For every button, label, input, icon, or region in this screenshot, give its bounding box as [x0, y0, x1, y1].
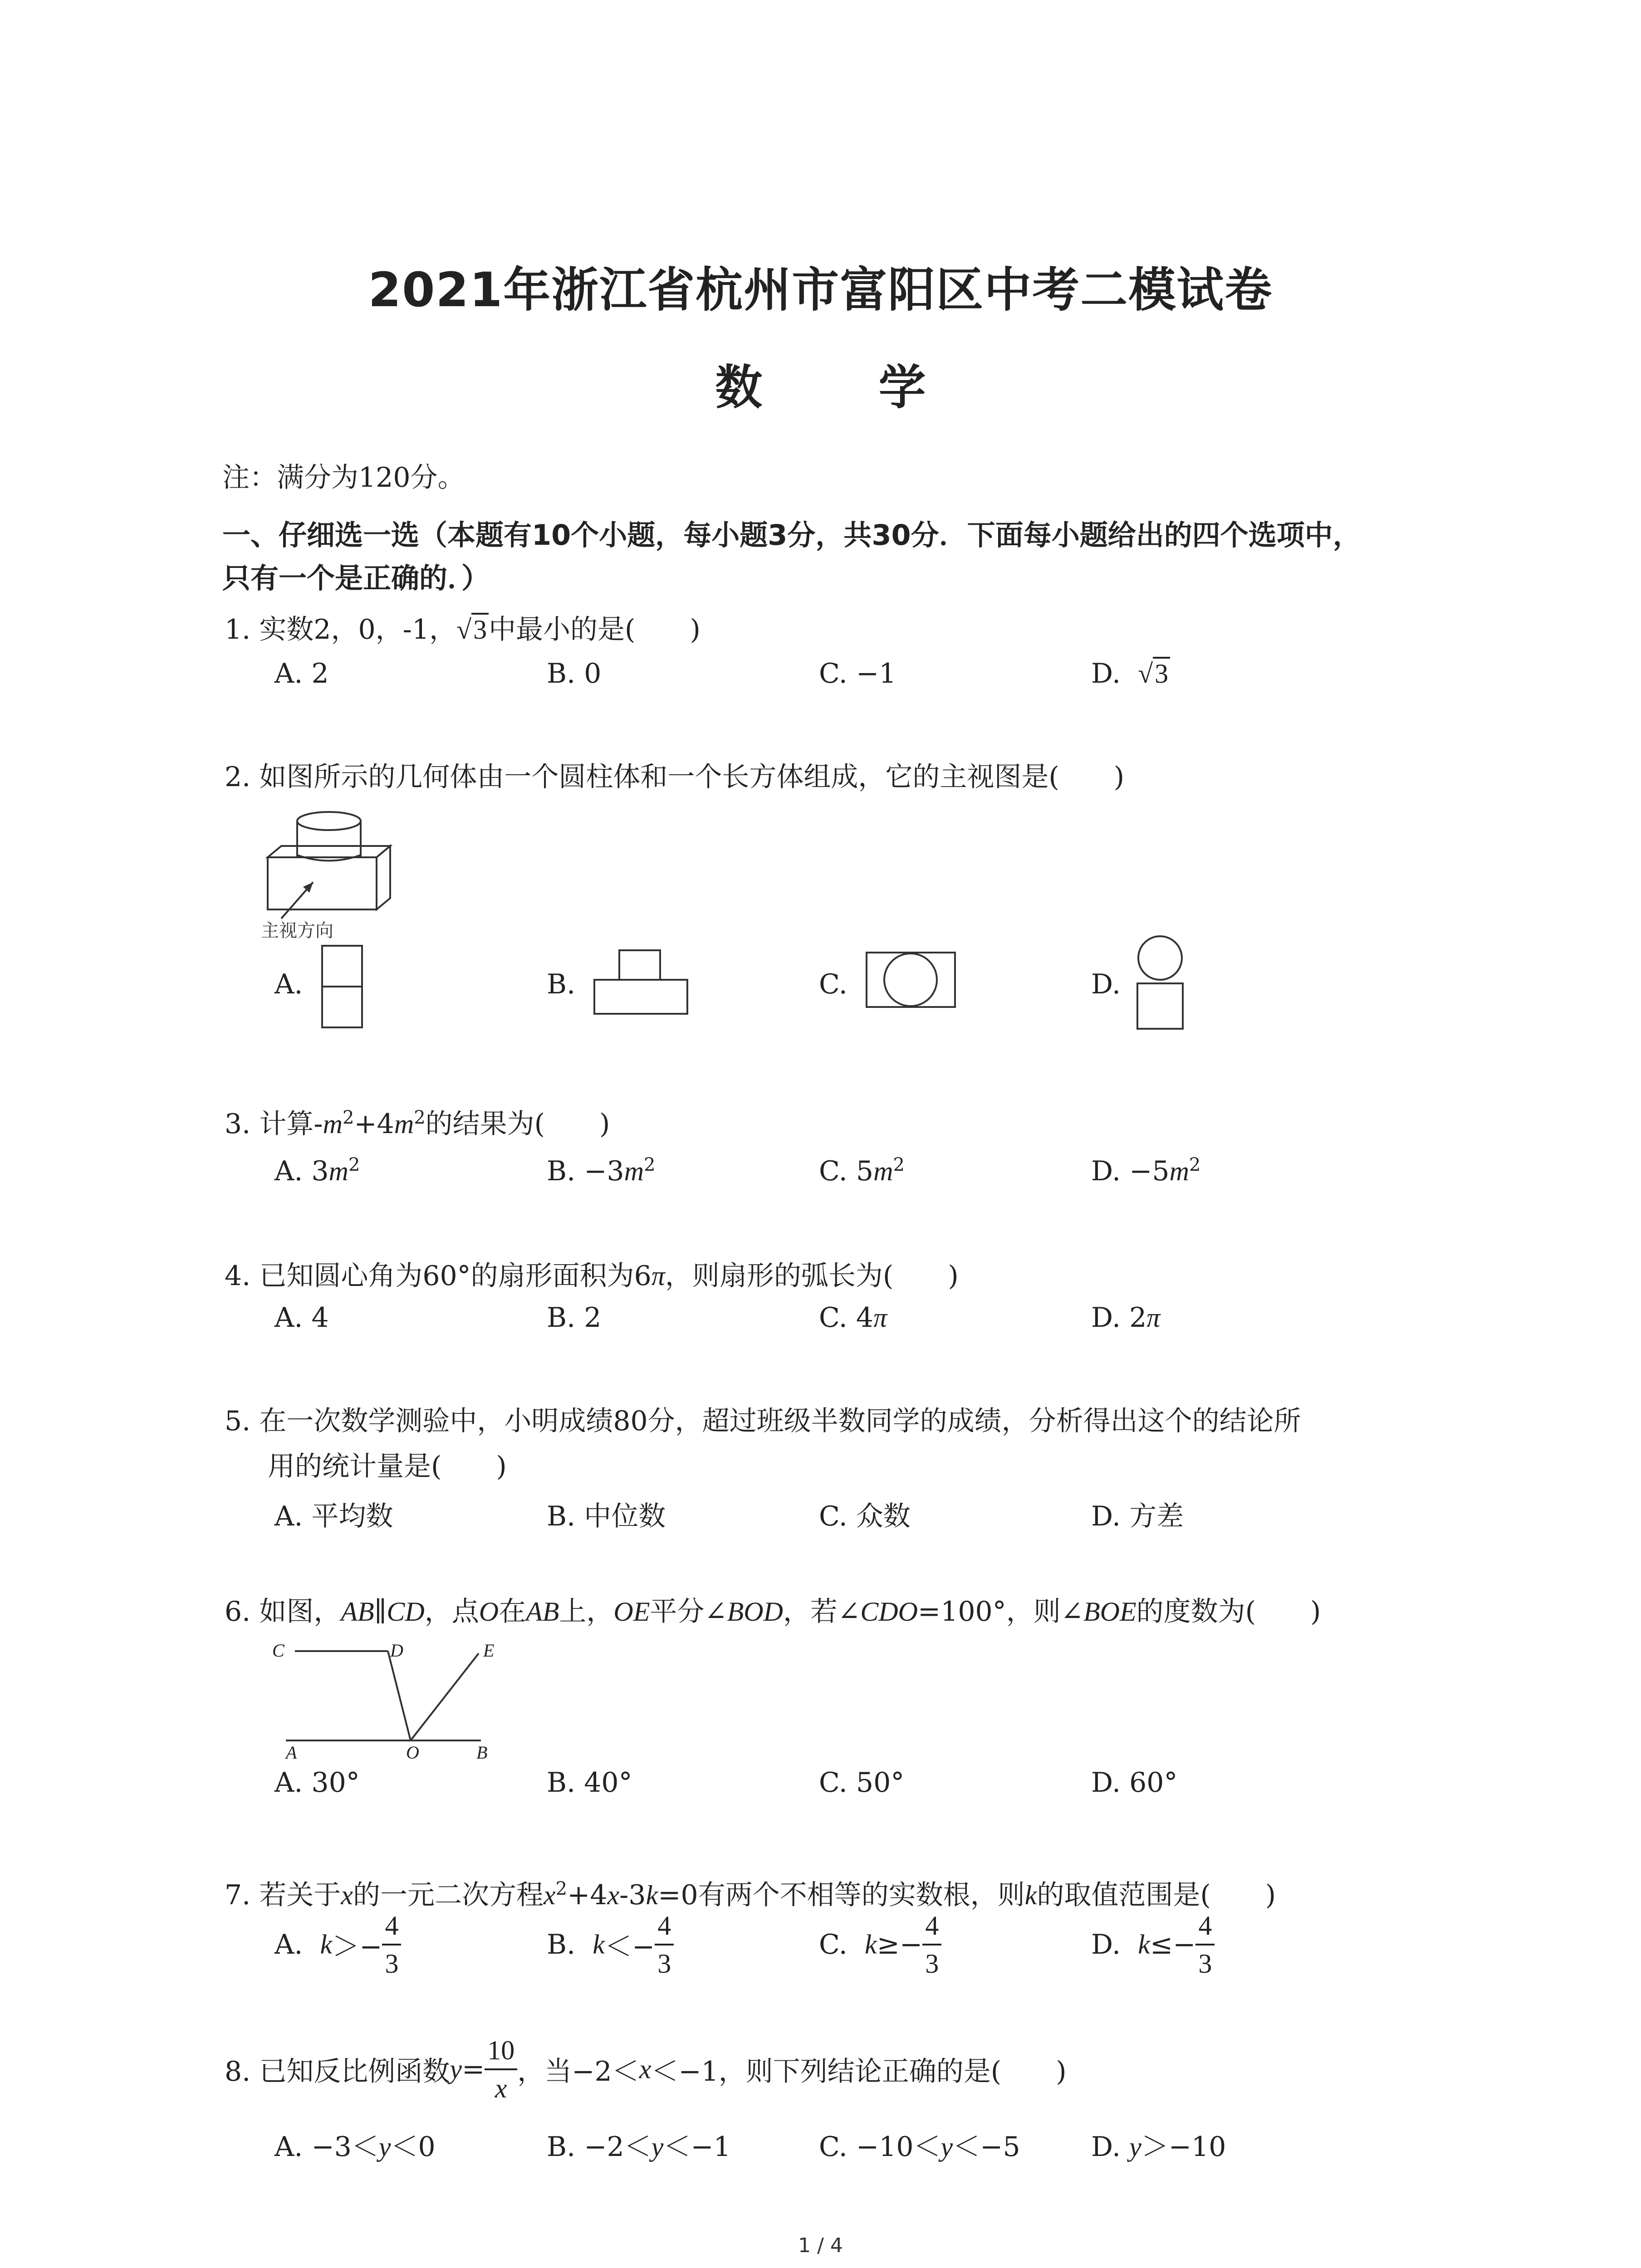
- q4-option-a: A. 4: [274, 1302, 329, 1334]
- exam-title: 2021年浙江省杭州市富阳区中考二模试卷: [368, 262, 1273, 318]
- q6-label-c: C: [272, 1640, 284, 1661]
- q6-option-d: D. 60°: [1091, 1767, 1178, 1799]
- score-note: 注：满分为120分。: [222, 462, 465, 494]
- q8-option-a: A. −3＜y＜0: [274, 2131, 436, 2163]
- section-heading-line2: 只有一个是正确的．）: [222, 562, 490, 595]
- q3-option-b: B. $-3m^2$: [547, 1154, 656, 1187]
- q2-option-c: C.: [819, 968, 847, 1000]
- q6-option-b: B. 40°: [547, 1767, 632, 1799]
- fraction: $\frac{4}{3}$: [1195, 1912, 1215, 1977]
- q1-option-c: C. −1: [819, 658, 896, 689]
- q8-option-c: C. −10＜y＜−5: [819, 2131, 1020, 2163]
- fraction: $\frac{4}{3}$: [655, 1912, 674, 1977]
- q2-option-b: B.: [547, 968, 576, 1000]
- q6-label-d: D: [390, 1640, 403, 1661]
- q2-option-b-figure: [592, 948, 692, 1021]
- q7-option-a: A. k＞− $\frac{4}{3}$: [274, 1912, 401, 1977]
- q6-label-o: O: [406, 1742, 419, 1763]
- q6-label-a: A: [286, 1742, 297, 1763]
- q8-option-d: D. y＞−10: [1091, 2131, 1226, 2163]
- q6-label-e: E: [483, 1640, 495, 1661]
- question-6: 6. 如图，AB∥CD，点O在AB上，OE平分∠BOD，若∠CDO=100°，则∠BOE的度数为( ): [225, 1596, 1321, 1628]
- sqrt-symbol: √3: [1138, 658, 1170, 689]
- q7-option-c: C. k≥− $\frac{4}{3}$: [819, 1912, 941, 1977]
- subject-title: 数 学: [715, 360, 976, 415]
- question-3: 3. 计算$-m^2+4m^2$的结果为( ): [225, 1107, 610, 1140]
- q3-option-d: D. $-5m^2$: [1091, 1154, 1201, 1187]
- question-5-line1: 5. 在一次数学测验中，小明成绩80分，超过班级半数同学的成绩，分析得出这个的结论所: [225, 1405, 1301, 1437]
- question-1: 1. 实数2，0，-1，√3中最小的是( ): [225, 614, 700, 645]
- q3-option-a: A. $3m^2$: [274, 1154, 360, 1187]
- fraction: $\frac{4}{3}$: [922, 1912, 941, 1977]
- q4-option-b: B. 2: [547, 1302, 602, 1334]
- q3-option-c: C. $5m^2$: [819, 1154, 905, 1187]
- q1-option-b: B. 0: [547, 658, 602, 689]
- q5-option-d: D. 方差: [1091, 1501, 1184, 1532]
- question-2: 2. 如图所示的几何体由一个圆柱体和一个长方体组成，它的主视图是( ): [225, 761, 1125, 793]
- q6-option-c: C. 50°: [819, 1767, 905, 1799]
- q2-option-a: A.: [274, 968, 303, 1000]
- q4-option-c: C. 4π: [819, 1302, 887, 1334]
- q1-option-a: A. 2: [274, 658, 329, 689]
- question-4: 4. 已知圆心角为60°的扇形面积为6π，则扇形的弧长为( ): [225, 1260, 959, 1292]
- q6-parallel-lines-figure: [268, 1637, 504, 1760]
- q7-option-d: D. k≤− $\frac{4}{3}$: [1091, 1912, 1215, 1977]
- q5-option-a: A. 平均数: [274, 1501, 393, 1532]
- q2-option-c-figure: [864, 950, 960, 1014]
- q5-option-c: C. 众数: [819, 1501, 911, 1532]
- q2-option-d: D.: [1091, 968, 1121, 1000]
- q2-option-d-figure: [1134, 934, 1189, 1039]
- q5-option-b: B. 中位数: [547, 1501, 666, 1532]
- q7-option-b: B. k＜− $\frac{4}{3}$: [547, 1912, 674, 1977]
- fraction: $\frac{4}{3}$: [382, 1912, 401, 1977]
- section-heading-line1: 一、仔细选一选（本题有10个小题，每小题3分，共30分．下面每小题给出的四个选项中，: [222, 518, 1361, 552]
- q1-option-d: D. √3: [1091, 658, 1170, 689]
- question-7: 7. 若关于x的一元二次方程$x^2+4x-3k=0$有两个不相等的实数根，则k的取值范围是( ): [225, 1878, 1276, 1911]
- question-5-line2: 用的统计量是( ): [268, 1451, 507, 1482]
- question-8: 8. 已知反比例函数y= $\frac{10}{x}$ ，当−2＜x＜−1，则下列结论正确的是( ): [225, 2035, 1067, 2103]
- q6-label-b: B: [476, 1742, 488, 1763]
- sqrt-symbol: √3: [456, 614, 489, 645]
- fraction: $\frac{10}{x}$: [485, 2037, 517, 2102]
- q2-option-a-figure: [320, 943, 365, 1034]
- q8-option-b: B. −2＜y＜−1: [547, 2131, 731, 2163]
- q4-option-d: D. 2π: [1091, 1302, 1161, 1334]
- view-direction-label: 主视方向: [261, 920, 333, 941]
- q6-option-a: A. 30°: [274, 1767, 360, 1799]
- page-number: 1 / 4: [798, 2234, 843, 2257]
